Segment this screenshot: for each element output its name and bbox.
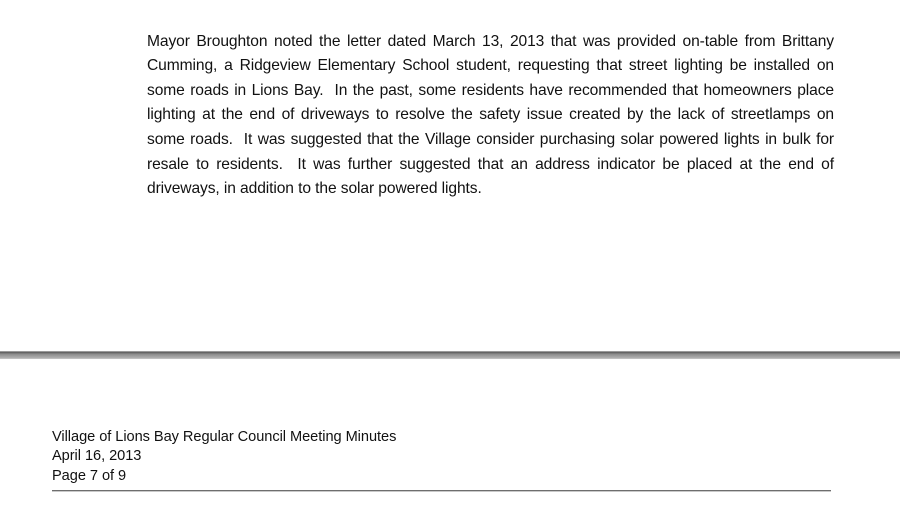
document-page-lower [0, 360, 900, 505]
footer-date: April 16, 2013 [52, 448, 142, 465]
footer-page-number: Page 7 of 9 [52, 467, 127, 484]
footer-title: Village of Lions Bay Regular Council Meeting Minutes [52, 429, 397, 445]
minutes-body-paragraph: Mayor Broughton noted the letter dated March 13, 2013 that was provided on-table from Brittany Cumming, a Ridgeview Elementary School student, requesting that street lighting be installed on some roads in Lions Bay. In the past, some residents have recommended that homeowners place lighting at the end of driveways to resolve the safety issue created by the lack of streetlamps on some roads. It was suggested that the Village consider purchasing solar powered lights in bulk for resale to residents. It was further suggested that an address indicator be placed at the end of driveways, in addition to the solar powered lights. [147, 32, 839, 198]
page-footer [52, 428, 832, 486]
footer-divider-rule [52, 490, 831, 492]
page-break-separator [0, 351, 900, 360]
page-break-band [0, 352, 900, 359]
